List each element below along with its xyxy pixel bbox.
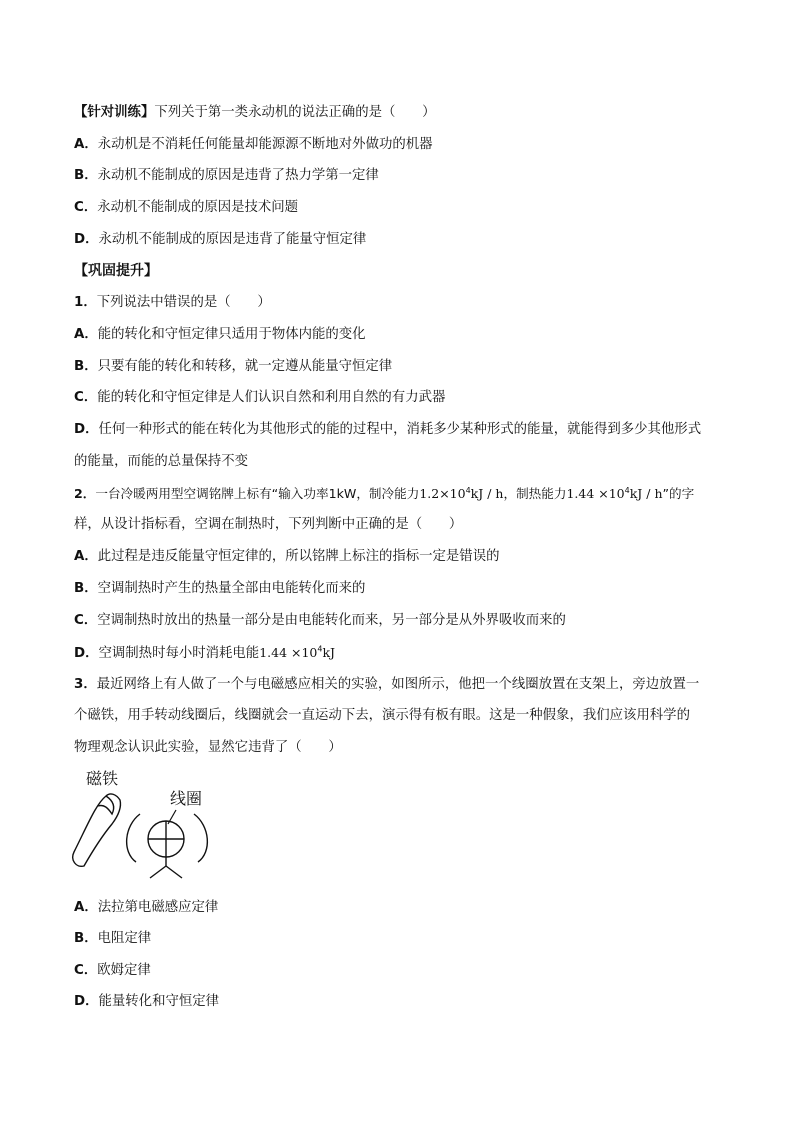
practice-option-a: A．永动机是不消耗任何能量却能源源不断地对外做功的机器 [74, 137, 433, 152]
coil-label: 线圈 [170, 789, 203, 808]
q2-option-c: C．空调制热时放出的热量一部分是由电能转化而来，另一部分是从外界吸收而来的 [74, 613, 566, 628]
q2-option-b: B．空调制热时产生的热量全部由电能转化而来的 [74, 581, 366, 596]
consolidate-header: 【巩固提升】 [74, 263, 158, 279]
q1-stem: 1．下列说法中错误的是（ ） [74, 295, 271, 310]
q2-option-d: D．空调制热时每小时消耗电能$1.44 \times 10^4kJ$ [74, 644, 336, 661]
q1-option-a: A．能的转化和守恒定律只适用于物体内能的变化 [74, 327, 366, 342]
practice-question-line [74, 104, 436, 122]
coil-shape [127, 814, 208, 878]
q3-option-a: A．法拉第电磁感应定律 [74, 900, 219, 915]
q1-option-c: C．能的转化和守恒定律是人们认识自然和利用自然的有力武器 [74, 390, 446, 405]
q3-stem-line1: 3．最近网络上有人做了一个与电磁感应相关的实验，如图所示，他把一个线圈放置在支架上，旁边放置一 [74, 677, 700, 692]
practice-question: 下列关于第一类永动机的说法正确的是（ ） [154, 105, 436, 120]
practice-option-c: C．永动机不能制成的原因是技术问题 [74, 200, 299, 215]
practice-option-b: B．永动机不能制成的原因是违背了热力学第一定律 [74, 168, 379, 183]
practice-header: 【针对训练】 [74, 105, 155, 120]
q3-stem-line2: 个磁铁，用手转动线圈后，线圈就会一直运动下去，演示得有板有眼。这是一种假象，我们应该用科学的 [74, 708, 690, 723]
q2-option-a: A．此过程是违反能量守恒定律的，所以铭牌上标注的指标一定是错误的 [74, 549, 500, 564]
q3-option-d: D．能量转化和守恒定律 [74, 994, 220, 1009]
q3-stem-line3: 物理观念认识此实验，显然它违背了（ ） [74, 740, 342, 755]
q2-stem-line2: 样，从设计指标看，空调在制热时，下列判断中正确的是（ ） [74, 517, 463, 532]
practice-option-d: D．永动机不能制成的原因是违背了能量守恒定律 [74, 232, 367, 247]
q1-option-d-cont: 的能量，而能的总量保持不变 [74, 454, 249, 469]
q3-option-c: C．欧姆定律 [74, 963, 151, 978]
q1-option-d: D．任何一种形式的能在转化为其他形式的能的过程中，消耗多少某种形式的能量，就能得到多少其他形式 [74, 422, 702, 437]
q1-option-b: B．只要有能的转化和转移，就一定遵从能量守恒定律 [74, 359, 393, 374]
q3-option-b: B．电阻定律 [74, 931, 152, 946]
magnet-shape [73, 794, 121, 866]
magnet-coil-figure [66, 744, 216, 884]
magnet-coil-drawing [66, 744, 216, 884]
q2-stem-line1: 2．一台冷暖两用型空调铭牌上标有“输入功率1kW，制冷能力$1.2\times 10^4kJ / h$，制热能力$1.44 \times 10^4kJ / h$”的字 [74, 485, 695, 501]
magnet-label: 磁铁 [86, 769, 119, 788]
